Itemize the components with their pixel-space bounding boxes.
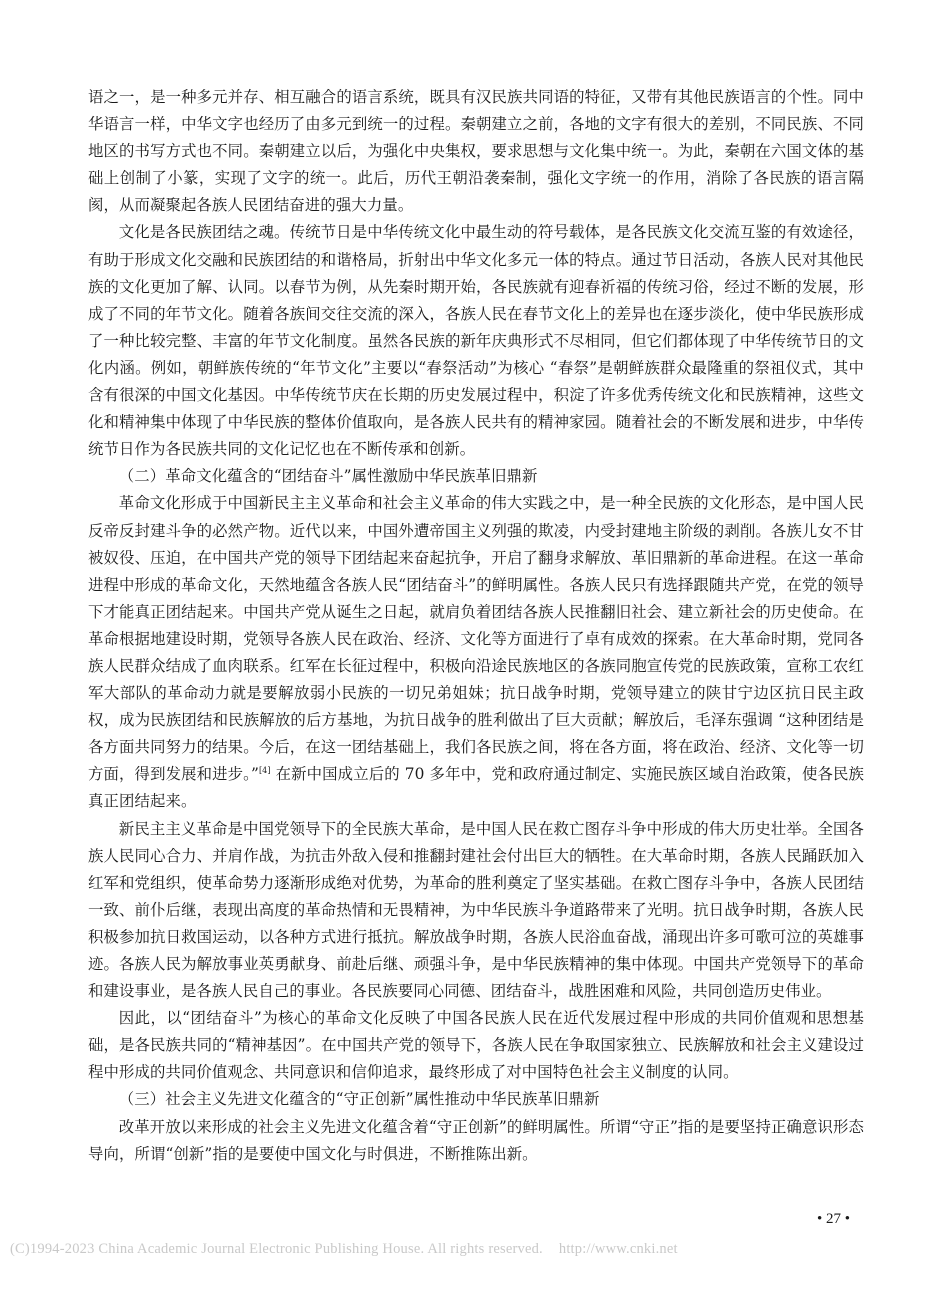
paragraph-new-democratic: 新民主主义革命是中国党领导下的全民族大革命，是中国人民在救亡图存斗争中形成的伟大历史壮举。全国各族人民同心合力、并肩作战，为抗击外敌入侵和推翻封建社会付出巨大的牺牲。在大革命时期，各族人民踊跃加入红军和党组织，使革命势力逐渐形成绝对优势，为革命的胜利奠定了坚实基础。在救亡图存斗争中，各族人民团结一致、前仆后继，表现出高度的革命热情和无畏精神，为中华民族斗争道路带来了光明。抗日战争时期，各族人民积极参加抗日救国运动，以各种方式进行抵抗。解放战争时期，各族人民浴血奋战，涌现出许多可歌可泣的英雄事迹。各族人民为解放事业英勇献身、前赴后继、顽强斗争，是中华民族精神的集中体现。中国共产党领导下的革命和建设事业，是各族人民自己的事业。各民族要同心同德、团结奋斗，战胜困难和风险，共同创造历史伟业。 (88, 819, 864, 1001)
copyright-text: (C)1994-2023 China Academic Journal Electronic Publishing House. All rights reserved. (10, 1241, 543, 1257)
page-number: • 27 • (816, 1211, 850, 1227)
paragraph-continuation: 语之一，是一种多元并存、相互融合的语言系统，既具有汉民族共同语的特征，又带有其他民族语言的个性。同中华语言一样，中华文字也经历了由多元到统一的过程。秦朝建立之前，各地的文字有很大的差别，不同民族、不同地区的书写方式也不同。秦朝建立以后，为强化中央集权，要求思想与文化集中统一。为此，秦朝在六国文体的基础上创制了小篆，实现了文字的统一。此后，历代王朝沿袭秦制，强化文字统一的作用，消除了各民族的语言隔阂，从而凝聚起各族人民团结奋进的强大力量。 (88, 88, 864, 215)
paragraph-revolution-culture-tail: 在新中国成立后的 70 多年中，党和政府通过制定、实施民族区域自治政策，使各民族真正团结起来。 (88, 765, 864, 811)
paragraph-revolution-culture (88, 490, 864, 815)
footer-url-link[interactable]: http://www.cnki.net (558, 1241, 678, 1257)
citation-4[interactable]: [4] (258, 766, 271, 776)
paragraph-therefore: 因此，以“团结奋斗”为核心的革命文化反映了中国各民族人民在近代发展过程中形成的共同价值观和思想基础，是各民族共同的“精神基因”。在中国共产党的领导下，各族人民在争取国家独立、民族解放和社会主义建设过程中形成的共同价值观念、共同意识和信仰追求，最终形成了对中国特色社会主义制度的认同。 (88, 1009, 864, 1082)
paragraph-reform: 改革开放以来形成的社会主义先进文化蕴含着“守正创新”的鲜明属性。所谓“守正”指的是要坚持正确意识形态导向，所谓“创新”指的是要使中国文化与时俱进，不断推陈出新。 (88, 1117, 864, 1163)
section-heading-3: （三）社会主义先进文化蕴含的“守正创新”属性推动中华民族革旧鼎新 (118, 1090, 600, 1109)
paragraph-culture-soul: 文化是各民族团结之魂。传统节日是中华传统文化中最生动的符号载体，是各民族文化交流互鉴的有效途径，有助于形成文化交融和民族团结的和谐格局，折射出中华文化多元一体的特点。通过节日活动，各族人民对其他民族的文化更加了解、认同。以春节为例，从先秦时期开始，各民族就有迎春祈福的传统习俗，经过不断的发展，形成了不同的年节文化。随着各族间交往交流的深入，各族人民在春节文化上的差异也在逐步淡化，使中华民族形成了一种比较完整、丰富的年节文化制度。虽然各民族的新年庆典形式不尽相同，但它们都体现了中华传统节日的文化内涵。例如，朝鲜族传统的“年节文化”主要以“春祭活动”为核心 “春祭”是朝鲜族群众最隆重的祭祖仪式，其中含有很深的中国文化基因。中华传统节庆在长期的历史发展过程中，积淀了许多优秀传统文化和民族精神，这些文化和精神集中体现了中华民族的整体价值取向，是各族人民共有的精神家园。随着社会的不断发展和进步，中华传统节日作为各民族共同的文化记忆也在不断传承和创新。 (88, 223, 864, 459)
paragraph-revolution-culture-text: 革命文化形成于中国新民主主义革命和社会主义革命的伟大实践之中，是一种全民族的文化形态，是中国人民反帝反封建斗争的必然产物。近代以来，中国外遭帝国主义列强的欺凌，内受封建地主阶级的剥削。各族儿女不甘被奴役、压迫，在中国共产党的领导下团结起来奋起抗争，开启了翻身求解放、革旧鼎新的革命进程。在这一革命进程中形成的革命文化，天然地蕴含各族人民“团结奋斗”的鲜明属性。各族人民只有选择跟随共产党，在党的领导下才能真正团结起来。中国共产党从诞生之日起，就肩负着团结各族人民推翻旧社会、建立新社会的历史使命。在革命根据地建设时期，党领导各族人民在政治、经济、文化等方面进行了卓有成效的探索。在大革命时期，党同各族人民群众结成了血肉联系。红军在长征过程中，积极向沿途民族地区的各族同胞宣传党的民族政策，宣称工农红军大部队的革命动力就是要解放弱小民族的一切兄弟姐妹；抗日战争时期，党领导建立的陕甘宁边区抗日民主政权，成为民族团结和民族解放的后方基地，为抗日战争的胜利做出了巨大贡献；解放后，毛泽东强调 “这种团结是各方面共同努力的结果。今后，在这一团结基础上，我们各民族之间，将在各方面，将在政治、经济、文化等一切方面，得到发展和进步。” (88, 494, 864, 784)
section-heading-2: （二）革命文化蕴含的“团结奋斗”属性激励中华民族革旧鼎新 (118, 467, 538, 486)
copyright-footer (10, 1241, 940, 1258)
article-body (88, 84, 864, 1168)
